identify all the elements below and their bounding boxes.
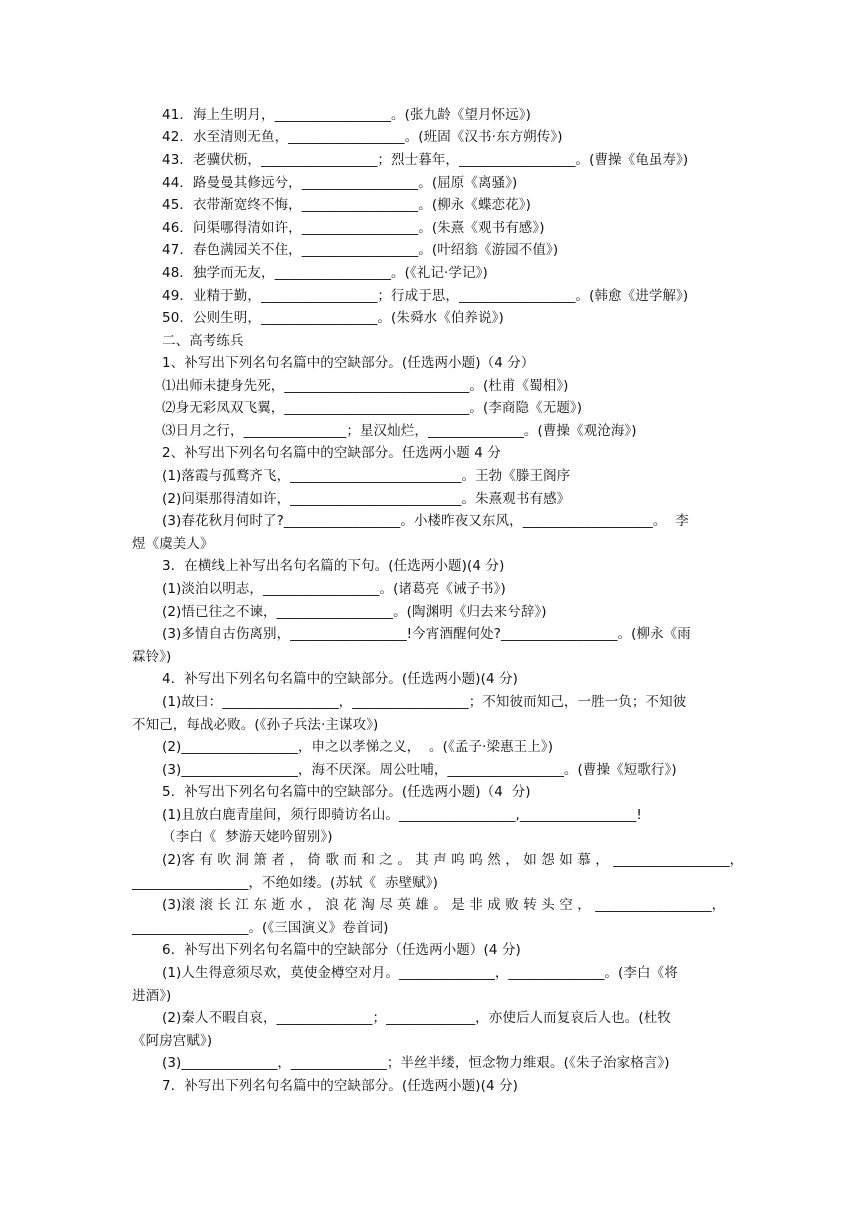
text-line: (1)人生得意须尽欢，莫使金樽空对月。______________，______________。(李白《将 bbox=[162, 965, 678, 981]
text-line: (1)淡泊以明志，_________________。(诸葛亮《诫子书》) bbox=[162, 581, 506, 597]
text-line: _________________，不绝如缕。(苏轼《 赤壁赋》) bbox=[132, 875, 439, 891]
text-line: 47．春色满园关不住，_________________。(叶绍翁《游园不值》) bbox=[162, 242, 559, 258]
text-line: (3)春花秋月何时了?_________________。小楼昨夜又东风，___________________。 李 bbox=[162, 513, 689, 529]
text-line: 48．独学而无友，_________________。(《礼记·学记》) bbox=[162, 265, 488, 281]
text-line: 46．问渠哪得清如许，_________________。(朱熹《观书有感》) bbox=[162, 220, 545, 236]
text-line: (1)故曰：_________________，_________________；不知彼而知己，一胜一负；不知彼 bbox=[162, 694, 687, 710]
question-heading: 2、补写出下列名句名篇中的空缺部分。任选两小题 4 分 bbox=[162, 445, 501, 461]
text-line: (3)滚 滚 长 江 东 逝 水 ， 浪 花 淘 尽 英 雄 。 是 非 成 败 转 头 空 ， _________________， bbox=[162, 897, 726, 913]
text-line: (1)且放白鹿青崖间，须行即骑访名山。_________________,_________________! bbox=[162, 807, 642, 823]
text-line: (2)悟已往之不谏，_________________。(陶渊明《归去来兮辞》) bbox=[162, 604, 547, 620]
text-line: 41．海上生明月，_________________。(张九龄《望月怀远》) bbox=[162, 107, 532, 123]
text-line: 43．老骥伏枥，_________________；烈士暮年，_________________。(曹操《龟虽寿》) bbox=[162, 152, 689, 168]
text-line: 42．水至清则无鱼，_________________。(班固《汉书·东方朔传》) bbox=[162, 129, 563, 145]
question-heading: 1、补写出下列名句名篇中的空缺部分。(任选两小题)（4 分） bbox=[162, 355, 535, 371]
text-line: 进酒》) bbox=[132, 988, 172, 1004]
text-line: (2)问渠那得清如许，_________________________。朱熹观书有感》 bbox=[162, 491, 571, 507]
text-line: 50．公则生明，_________________。(朱舜水《伯养说》) bbox=[162, 310, 504, 326]
question-heading: 5．补写出下列名句名篇中的空缺部分。(任选两小题)（4 分) bbox=[162, 784, 531, 800]
text-line: 49．业精于勤，_________________；行成于思，_________________。(韩愈《进学解》) bbox=[162, 288, 689, 304]
text-line: (1)落霞与孤鹜齐飞，_________________________。王勃《滕王阁序 bbox=[162, 468, 571, 484]
text-line: ⑵身无彩凤双飞翼，___________________________。(李商隐《无题》) bbox=[162, 400, 583, 416]
text-line: 煜《虞美人》 bbox=[132, 536, 214, 552]
text-line: (2)_________________，申之以孝悌之义， 。(《孟子·梁惠王上》) bbox=[162, 739, 554, 755]
text-line: 《阿房宫赋》) bbox=[132, 1033, 213, 1049]
question-heading: 4．补写出下列名句名篇中的空缺部分。(任选两小题)(4 分) bbox=[162, 671, 519, 687]
text-line: 45．衣带渐宽终不悔，_________________。(柳永《蝶恋花》) bbox=[162, 197, 532, 213]
text-line: 霖铃》) bbox=[132, 649, 172, 665]
text-line: (3)多情自古伤离别，_________________!今宵酒醒何处?_________________。(柳永《雨 bbox=[162, 626, 691, 642]
text-line: ⑴出师未捷身先死，___________________________。(杜甫《蜀相》) bbox=[162, 378, 569, 394]
text-line: _________________。(《三国演义》卷首词) bbox=[132, 920, 389, 936]
text-line: (3)______________，______________；半丝半缕，恒念物力维艰。(《朱子治家格言》) bbox=[162, 1055, 670, 1071]
question-heading: 6．补写出下列名句名篇中的空缺部分（任选两小题）(4 分) bbox=[162, 942, 521, 958]
section-heading: 二、高考练兵 bbox=[162, 333, 244, 349]
text-line: （李白《 梦游天姥吟留别》) bbox=[162, 829, 333, 845]
text-line: (3)_________________，海不厌深。周公吐哺，_________________。(曹操《短歌行》) bbox=[162, 762, 677, 778]
text-line: 44．路曼曼其修远兮，_________________。(屈原《离骚》) bbox=[162, 175, 518, 191]
question-heading: 7．补写出下列名句名篇中的空缺部分。(任选两小题)(4 分) bbox=[162, 1078, 519, 1094]
text-line: 不知己，每战必败。(《孙子兵法·主谋攻》) bbox=[132, 717, 379, 733]
text-line: ⑶日月之行，_______________；星汉灿烂，______________。(曹操《观沧海》) bbox=[162, 423, 637, 439]
question-heading: 3．在横线上补写出名句名篇的下句。(任选两小题)(4 分) bbox=[162, 558, 505, 574]
text-line: (2)客 有 吹 洞 箫 者 ， 倚 歌 而 和 之 。 其 声 呜 呜 然 ， 如 怨 如 慕 ， _________________， bbox=[162, 852, 744, 868]
text-line: (2)秦人不暇自哀，______________；_____________，亦使后人而复哀后人也。(杜牧 bbox=[162, 1010, 671, 1026]
